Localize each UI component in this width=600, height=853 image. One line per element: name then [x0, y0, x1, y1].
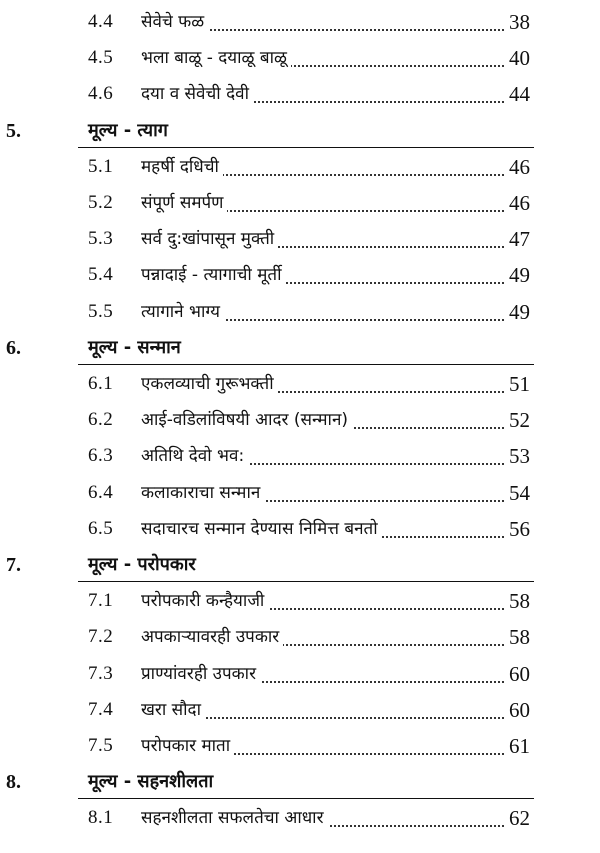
entry-title: प्राण्यांवरही उपकार: [141, 656, 260, 692]
page-number: 38: [509, 10, 530, 34]
page-number: 46: [509, 154, 530, 179]
entry-number: 8.1: [88, 807, 114, 829]
page-number: 40: [509, 46, 530, 71]
entry-number: 6.4: [88, 481, 114, 503]
toc-entry[interactable]: [0, 185, 600, 221]
page-number: 49: [509, 263, 530, 288]
toc-entry[interactable]: [0, 583, 600, 619]
entry-title: परोपकारी कन्हैयाजी: [141, 583, 268, 619]
entry-title: दया व सेवेची देवी: [141, 76, 253, 112]
chapter-divider: [78, 581, 534, 582]
entry-title: पन्नादाई - त्यागाची मूर्ती: [141, 257, 286, 293]
toc-entry[interactable]: [0, 475, 600, 511]
page-number: 56: [509, 516, 530, 541]
entry-number: 7.4: [88, 698, 114, 720]
chapter-title: मूल्य - सहनशीलता: [88, 771, 214, 793]
page-number: 53: [509, 444, 530, 469]
entry-title: संपूर्ण समर्पण: [141, 185, 227, 221]
entry-title: खरा सौदा: [141, 692, 205, 728]
entry-title: सेवेचे फळ: [141, 4, 208, 40]
entry-number: 6.5: [88, 517, 114, 539]
entry-title: अपकाऱ्यावरही उपकार: [141, 619, 283, 655]
toc-entry[interactable]: [0, 438, 600, 474]
page-number: 62: [509, 806, 530, 831]
page-number: 46: [509, 191, 530, 215]
page-number: 44: [509, 82, 530, 107]
chapter-divider: [78, 147, 534, 148]
entry-title: परोपकार माता: [141, 728, 234, 764]
entry-title: महर्षी दधिची: [141, 149, 223, 185]
chapter-divider: [78, 798, 534, 799]
page-number: 47: [509, 227, 530, 252]
page-number: 60: [509, 697, 530, 722]
page-number: 52: [509, 408, 530, 433]
entry-title: एकलव्याची गुरूभक्ती: [141, 366, 278, 402]
entry-number: 6.2: [88, 409, 114, 431]
entry-number: 5.5: [88, 300, 114, 322]
toc-entry[interactable]: [0, 257, 600, 293]
chapter-heading[interactable]: [0, 764, 600, 800]
toc-entry[interactable]: [0, 692, 600, 728]
chapter-heading[interactable]: [0, 547, 600, 583]
page-number: 58: [509, 589, 530, 614]
chapter-number: 6.: [6, 336, 21, 359]
toc-entry[interactable]: [0, 511, 600, 547]
chapter-number: 5.: [6, 119, 21, 142]
chapter-number: 8.: [6, 771, 21, 794]
entry-title: त्यागाने भाग्य: [141, 294, 224, 330]
chapter-heading[interactable]: [0, 330, 600, 366]
entry-number: 7.1: [88, 590, 114, 612]
entry-number: 5.4: [88, 264, 114, 286]
page-number: 51: [509, 372, 530, 396]
toc-entry[interactable]: [0, 402, 600, 438]
toc-entry[interactable]: [0, 149, 600, 185]
toc-entry[interactable]: [0, 800, 600, 836]
toc-entry[interactable]: [0, 294, 600, 330]
chapter-heading[interactable]: [0, 113, 600, 149]
entry-title: आई-वडिलांविषयी आदर (सन्मान): [141, 402, 352, 438]
page-number: 60: [509, 661, 530, 686]
entry-number: 5.1: [88, 155, 114, 177]
entry-number: 7.5: [88, 735, 114, 756]
toc-entry[interactable]: [0, 76, 600, 112]
page-number: 61: [509, 734, 530, 758]
toc-entry[interactable]: [0, 366, 600, 402]
entry-number: 4.6: [88, 83, 114, 105]
entry-number: 6.1: [88, 373, 114, 394]
toc-entry[interactable]: [0, 221, 600, 257]
toc-entry[interactable]: [0, 40, 600, 76]
entry-number: 7.2: [88, 626, 114, 648]
chapter-title: मूल्य - त्याग: [88, 119, 168, 141]
page-number: 49: [509, 299, 530, 324]
entry-title: भला बाळू - दयाळू बाळू: [141, 40, 291, 76]
entry-number: 4.4: [88, 11, 114, 32]
chapter-title: मूल्य - परोपकार: [88, 554, 196, 575]
entry-title: अतिथि देवो भव:: [141, 438, 248, 474]
page-number: 58: [509, 625, 530, 650]
entry-number: 5.3: [88, 228, 114, 250]
entry-number: 4.5: [88, 47, 114, 69]
page-number: 54: [509, 480, 530, 505]
entry-number: 5.2: [88, 192, 114, 213]
entry-title: सहनशीलता सफलतेचा आधार: [141, 800, 328, 836]
chapter-title: मूल्य - सन्मान: [88, 336, 181, 358]
toc-entry[interactable]: [0, 619, 600, 655]
entry-number: 7.3: [88, 662, 114, 684]
entry-number: 6.3: [88, 445, 114, 467]
entry-title: सर्व दु:खांपासून मुक्ती: [141, 221, 278, 257]
entry-title: सदाचारच सन्मान देण्यास निमित्त बनतो: [141, 511, 382, 547]
toc-entry[interactable]: [0, 728, 600, 764]
entry-title: कलाकाराचा सन्मान: [141, 475, 264, 511]
chapter-number: 7.: [6, 554, 21, 576]
chapter-divider: [78, 364, 534, 365]
toc-entry[interactable]: [0, 4, 600, 40]
toc-entry[interactable]: [0, 656, 600, 692]
